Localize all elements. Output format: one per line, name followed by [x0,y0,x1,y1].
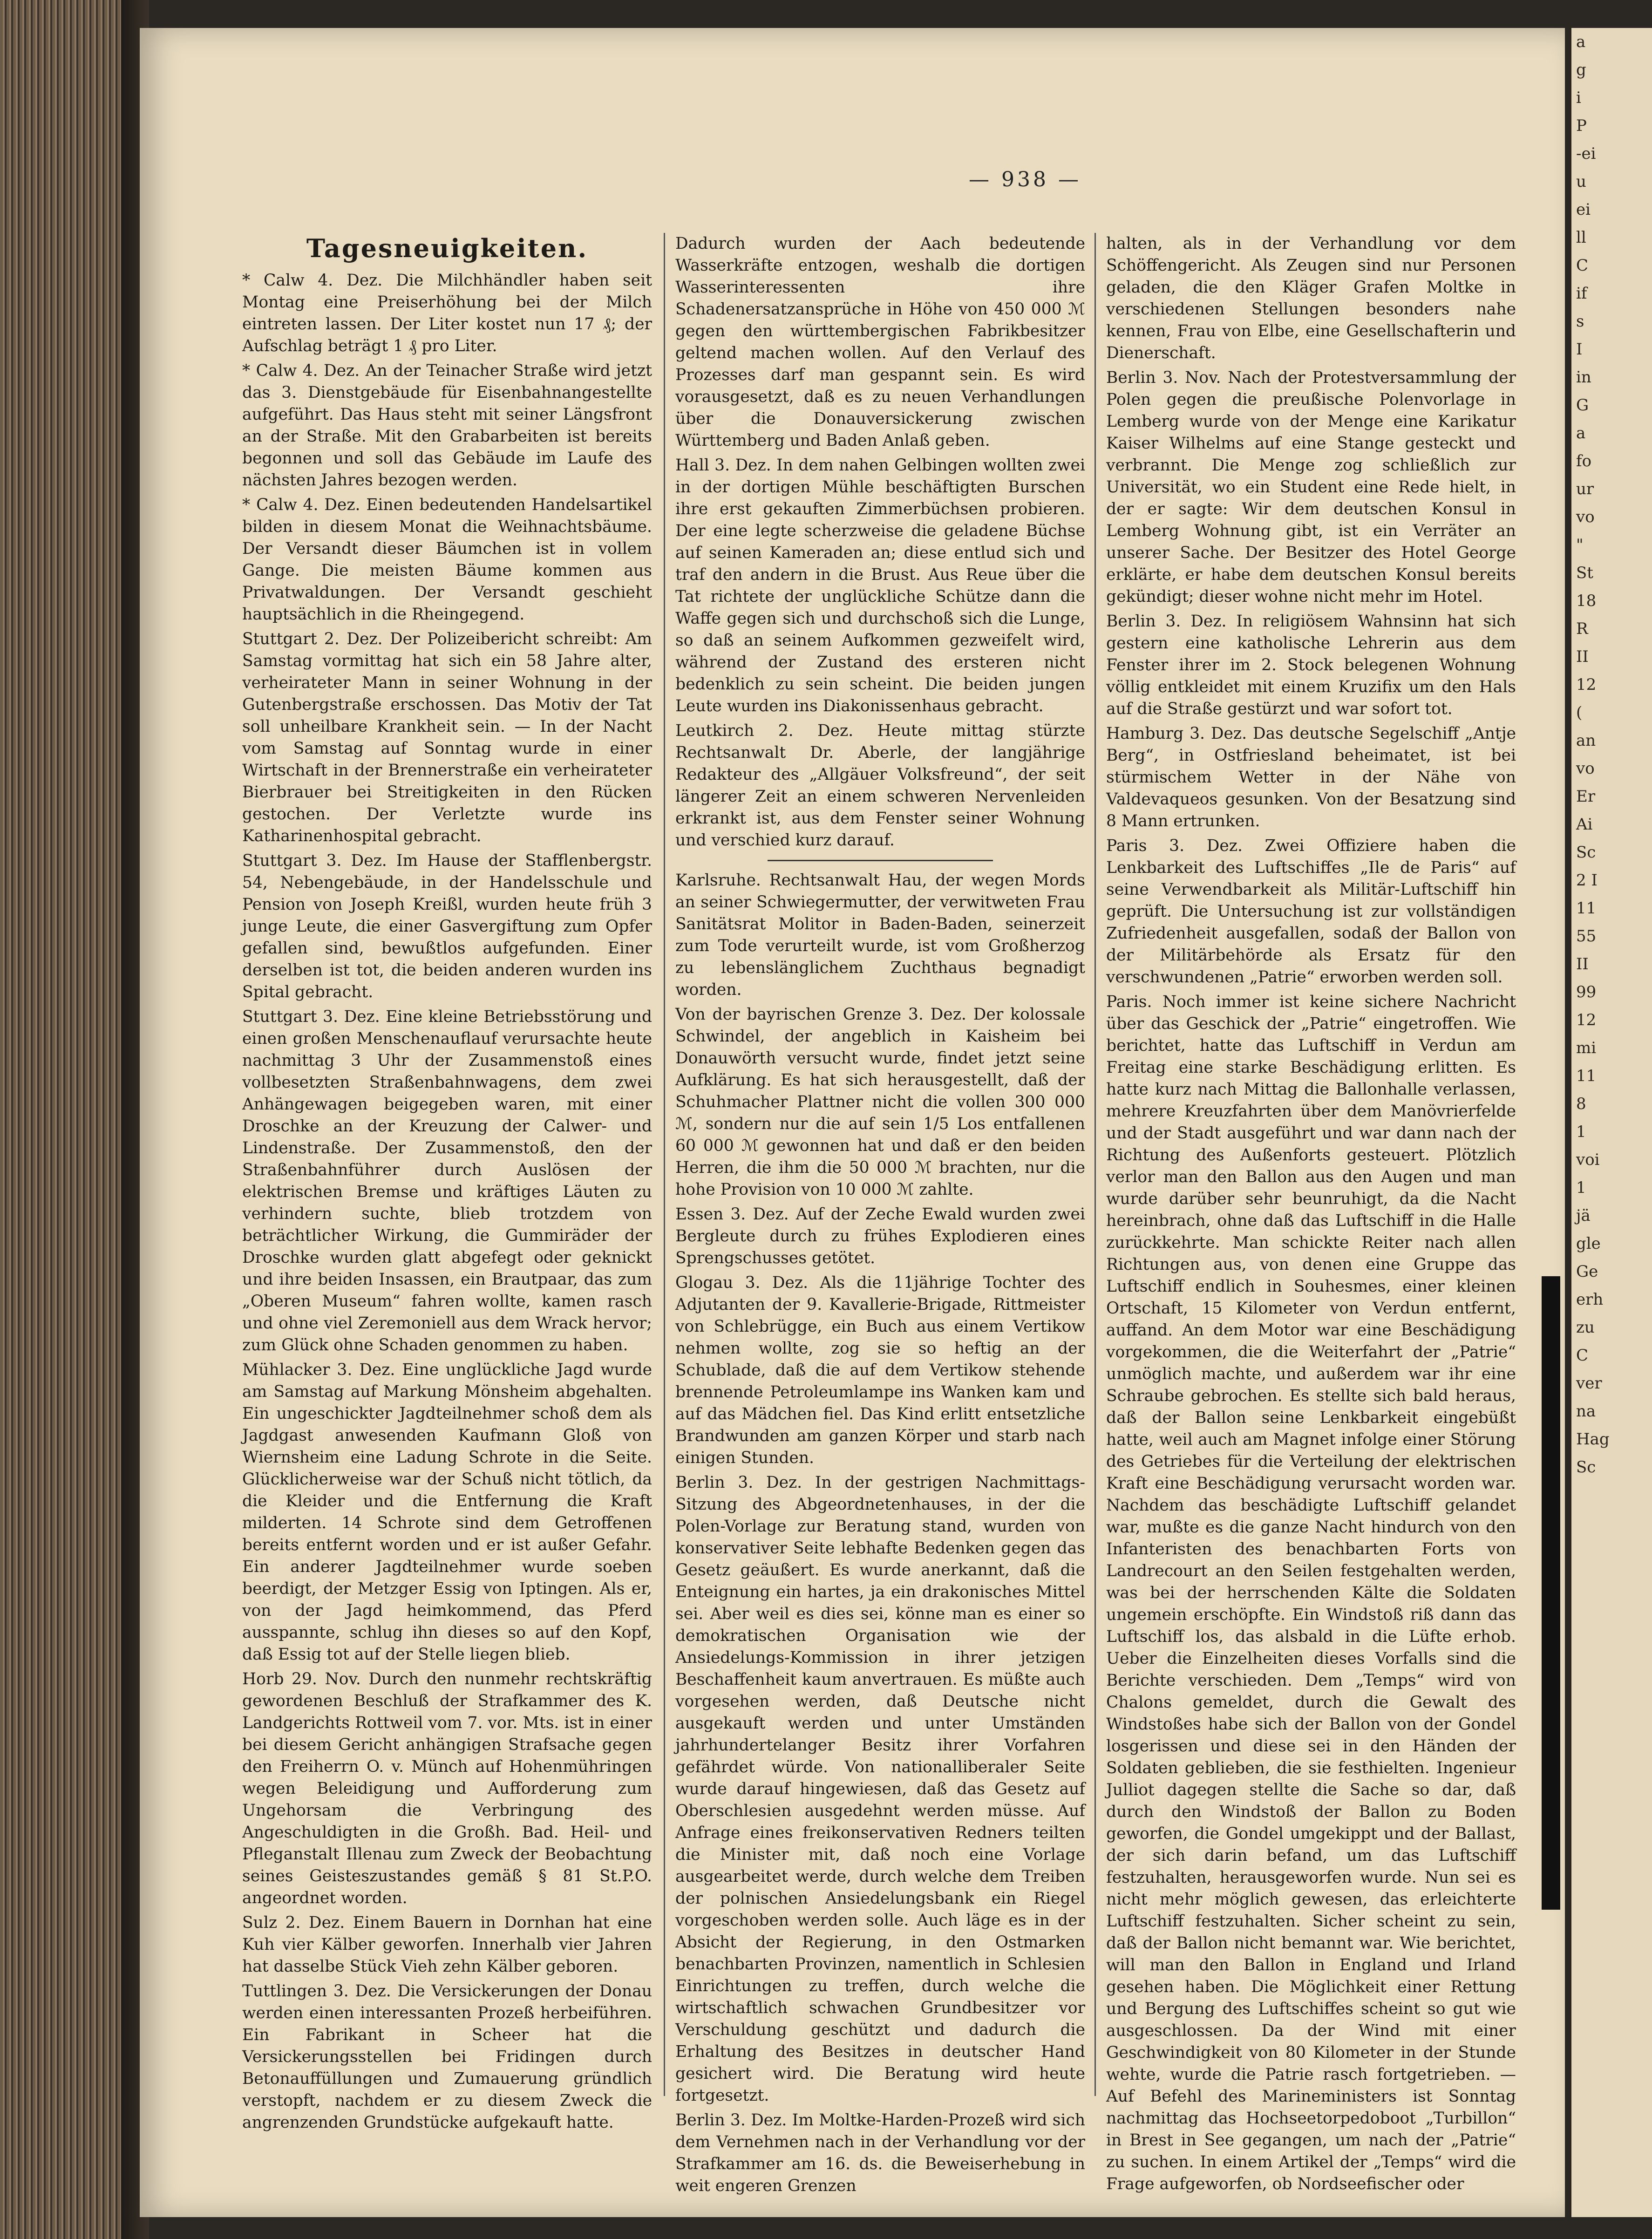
column-rule [664,233,665,2096]
column-3 [1106,233,1516,2193]
facing-page-text: erh [1576,1290,1604,1309]
facing-page-text: Ge [1576,1262,1598,1281]
facing-page-text: if [1576,284,1587,303]
facing-page-text: C [1576,256,1589,275]
facing-page-text: St [1576,564,1593,582]
article: Von der bayrischen Grenze 3. Dez. Der kolossale Schwindel, der angeblich in Kaisheim bei Donauwörth versucht wurde, findet jetzt seine Aufklärung. Es hat sich herausgestellt, daß der Schuhmacher Plattner nicht die vollen 300 000 ℳ, sondern nur die auf sein 1/5 Los entfallenen 60 000 ℳ gewonnen hat und daß er den beiden Herren, die ihm die 50 000 ℳ brachten, nur die hohe Provision von 10 000 ℳ zahlte. [675,1005,1085,1199]
facing-page-fragment [1570,28,1652,2217]
facing-page-text: 1 [1576,1178,1586,1197]
facing-page-text: Sc [1576,843,1596,862]
facing-page-text: C [1576,1346,1589,1365]
column-2 [675,233,1085,2195]
article: * Calw 4. Dez. Einen bedeutenden Handelsartikel bilden in diesem Monat die Weihnachtsbäume. Der Versandt dieser Bäumchen ist in vollem Gange. Die meisten Bäume kommen aus Privatwaldungen. Der Versandt geschieht hauptsächlich in die Rheingegend. [242,496,652,624]
article: Stuttgart 3. Dez. Eine kleine Betriebsstörung und einen großen Menschenauflauf verursachte heute nachmittag 3 Uhr der Zusammenstoß eines vollbesetzten Straßenbahnwagens, dem zwei Anhängewagen beigegeben waren, mit einer Droschke an der Kreuzung der Calwer- und Lindenstraße. Der Zusammenstoß, den der Straßenbahnführer durch Auslösen der elektrischen Bremse und kräftiges Läuten zu verhindern suchte, blieb trotzdem von beträchtlicher Wirkung, die Gummiräder der Droschke wurden glatt abgefegt oder geknickt und ihre beiden Insassen, ein Brautpaar, das zum „Oberen Museum“ fahren wollte, kamen rasch und ohne viel Zeremoniell aus dem Wrack hervor; zum Glück ohne Schaden genommen zu haben. [242,1007,652,1354]
facing-page-text: voi [1576,1150,1600,1169]
facing-page-text: 18 [1576,592,1597,610]
facing-page-text: 1 [1576,1123,1586,1141]
facing-page-text: g [1576,61,1586,79]
facing-page-text: ll [1576,228,1586,247]
column-rule [1095,233,1096,2096]
article: Berlin 3. Dez. In religiösem Wahnsinn hat sich gestern eine katholische Lehrerin aus dem Fenster ihrer im 2. Stock belegenen Wohnung völlig entkleidet mit einem Kruzifix um den Hals auf die Straße gestürzt und war sofort tot. [1106,612,1516,718]
facing-page-text: na [1576,1402,1596,1421]
newspaper-page [140,28,1565,2217]
section-heading: Tagesneuigkeiten. [306,233,588,263]
article: Mühlacker 3. Dez. Eine unglückliche Jagd wurde am Samstag auf Markung Mönsheim abgehalten. Ein ungeschickter Jagdteilnehmer schoß dem als Jagdgast anwesenden Kaufmann Gloß von Wiernsheim eine Ladung Schrote in die Seite. Glücklicherweise war der Schuß nicht tötlich, da die Kleider und die Entfernung die Kraft milderten. 14 Schrote sind dem Getroffenen bereits entfernt worden und er ist außer Gefahr. Ein anderer Jagdteilnehmer wurde soeben beerdigt, der Metzger Essig von Iptingen. Als er, von der Jagd heimkommend, das Pferd ausspannte, schlug ihn dieses so auf den Kopf, daß Essig tot auf der Stelle liegen blieb. [242,1361,652,1664]
article: Hamburg 3. Dez. Das deutsche Segelschiff „Antje Berg“, in Ostfriesland beheimatet, ist bei stürmischem Wetter in der Nähe von Valdevaqueos gesunken. Von der Besatzung sind 8 Mann ertrunken. [1106,724,1516,830]
facing-page-text: Ai [1576,815,1593,834]
article-separator [768,860,993,861]
facing-page-text: s [1576,312,1584,331]
binding-shadow [1542,1276,1560,1910]
article: Sulz 2. Dez. Einem Bauern in Dornhan hat eine Kuh vier Kälber geworfen. Innerhalb vier Jahren hat dasselbe Stück Vieh zehn Kälber geboren. [242,1913,652,1976]
article: Horb 29. Nov. Durch den nunmehr rechtskräftig gewordenen Beschluß der Strafkammer des K. Landgerichts Rottweil vom 7. vor. Mts. ist in einer bei diesem Gericht anhängigen Strafsache gegen den Freiherrn O. v. Münch auf Hohenmühringen wegen Beleidigung und Aufforderung zum Ungehorsam die Verbringung des Angeschuldigten in die Großh. Bad. Heil- und Pfleganstalt Illenau zum Zweck der Beobachtung seines Geisteszustandes gemäß § 81 St.P.O. angeordnet worden. [242,1670,652,1907]
facing-page-text: " [1576,536,1584,554]
article: Hall 3. Dez. In dem nahen Gelbingen wollten zwei in der dortigen Mühle beschäftigten Burschen ihre erst gekauften Zimmerbüchsen probieren. Der eine legte scherzweise die geladene Büchse auf seinen Kameraden an; diese entlud sich und traf den andern in die Brust. Aus Reue über die Tat richtete der unglückliche Schütze dann die Waffe gegen sich und durchschoß sich die Lunge, so daß an seinem Aufkommen gezweifelt wird, während der Zustand des ersteren nicht bedenklich zu sein scheint. Die beiden jungen Leute wurden ins Diakonissenhaus gebracht. [675,456,1085,715]
facing-page-text: 11 [1576,899,1597,918]
facing-page-text: 12 [1576,1011,1597,1029]
facing-page-text: P [1576,116,1587,135]
article: Berlin 3. Dez. Im Moltke-Harden-Prozeß wird sich dem Vernehmen nach in der Verhandlung vor der Strafkammer am 16. ds. die Beweiserhebung in weit engeren Grenzen [675,2111,1085,2195]
column-1 [242,233,652,2132]
facing-page-text: u [1576,172,1586,191]
facing-page-text: mi [1576,1039,1597,1057]
article: Berlin 3. Nov. Nach der Protestversammlung der Polen gegen die preußische Polenvorlage in Lemberg wurde von der Menge eine Karikatur Kaiser Wilhelms auf eine Stange gesteckt und verbrannt. Die Menge zog schließlich zur Universität, wo ein Student eine Rede hielt, in der er sagte: Wir dem deutschen Konsul in Lemberg Wohnung gibt, ist ein Verräter an unserer Sache. Der Besitzer des Hotel George erklärte, er habe dem deutschen Konsul bereits gekündigt; dieser wohne nicht mehr im Hotel. [1106,368,1516,606]
facing-page-text: Er [1576,787,1596,806]
book-page-edges [0,0,121,2239]
facing-page-text: Hag [1576,1430,1610,1449]
facing-page-text: Sc [1576,1458,1596,1477]
facing-page-text: a [1576,424,1586,442]
facing-page-text: vo [1576,759,1595,778]
article: Essen 3. Dez. Auf der Zeche Ewald wurden zwei Bergleute durch zu frühes Explodieren eines Sprengschusses getötet. [675,1205,1085,1267]
facing-page-text: jä [1576,1206,1591,1225]
article: Stuttgart 3. Dez. Im Hause der Stafflenbergstr. 54, Nebengebäude, in der Handelsschule und Pension von Joseph Kreißl, wurden heute früh 3 junge Leute, die einer Gasvergiftung zum Opfer gefallen sind, bewußtlos aufgefunden. Einer derselben ist tot, die beiden anderen wurden ins Spital gebracht. [242,851,652,1001]
facing-page-text: vo [1576,508,1595,526]
article: Stuttgart 2. Dez. Der Polizeibericht schreibt: Am Samstag vormittag hat sich ein 58 Jahre alter, verheirateter Mann in seiner Wohnung in der Gutenbergstraße erschossen. Das Motiv der Tat soll unheilbare Krankheit sein. — In der Nacht vom Samstag auf Sonntag wurde in einer Wirtschaft in der Brennerstraße ein verheirateter Bierbrauer bei Streitigkeiten in den Rücken gestochen. Der Verletzte wurde ins Katharinenhospital gebracht. [242,630,652,845]
facing-page-text: in [1576,368,1591,387]
facing-page-text: ur [1576,480,1594,498]
article: Leutkirch 2. Dez. Heute mittag stürzte Rechtsanwalt Dr. Aberle, der langjährige Redakteur des „Allgäuer Volksfreund“, der seit längerer Zeit an einem schweren Nervenleiden erkrankt ist, aus dem Fenster seiner Wohnung und verschied kurz darauf. [675,721,1085,850]
facing-page-text: a [1576,33,1586,51]
article: halten, als in der Verhandlung vor dem Schöffengericht. Als Zeugen sind nur Personen geladen, die den Kläger Grafen Moltke in verschiedenen Stellungen besonders nahe kennen, Frau von Elbe, eine Gesellschafterin und Dienerschaft. [1106,234,1516,362]
facing-page-text: 55 [1576,927,1597,946]
facing-page-text: zu [1576,1318,1595,1337]
facing-page-text: G [1576,396,1589,415]
facing-page-text: ( [1576,703,1583,722]
facing-page-text: 11 [1576,1067,1597,1085]
facing-page-text: II [1576,955,1589,973]
facing-page-text: 8 [1576,1095,1586,1113]
facing-page-text: ver [1576,1374,1602,1393]
facing-page-text: 12 [1576,675,1597,694]
article: Paris 3. Dez. Zwei Offiziere haben die Lenkbarkeit des Luftschiffes „Ile de Paris“ auf seine Verwendbarkeit als Militär-Luftschiff hin geprüft. Die Untersuchung ist zur vollständigen Zufriedenheit ausgefallen, sodaß der Ballon von der Militärbehörde als Ersatz für den verschwundenen „Patrie“ erworben werden soll. [1106,837,1516,987]
article: Paris. Noch immer ist keine sichere Nachricht über das Geschick der „Patrie“ eingetroffen. Wie berichtet, hatte das Luftschiff in Verdun am Freitag eine starke Beschädigung erlitten. Es hatte kurz nach Mittag die Ballonhalle verlassen, mehrere Kreuzfahrten über dem Manövrierfelde und der Stadt ausgeführt und war dann nach der Richtung des Außenforts gesteuert. Plötzlich verlor man den Ballon aus den Augen und man wurde darüber sehr beunruhigt, da die Nacht hereinbrach, ohne daß das Luftschiff in die Halle zurückkehrte. Man schickte Reiter nach allen Richtungen aus, von denen eine Gruppe das Luftschiff endlich in Souhesmes, einer kleinen Ortschaft, 15 Kilometer von Verdun entfernt, auffand. An dem Motor war eine Beschädigung vorgekommen, die die Weiterfahrt der „Patrie“ unmöglich machte, und außerdem war ihr eine Schraube gebrochen. Es stellte sich bald heraus, daß der Ballon seine Lenkbarkeit eingebüßt hatte, weil auch am Magnet infolge einer Störung des Getriebes für die Verteilung der elektrischen Kraft eine Beschädigung verursacht worden war. Nachdem das beschädigte Luftschiff gelandet war, mußte es die ganze Nacht hindurch von den Infanteristen des benachbarten Forts von Landrecourt an den Seilen festgehalten werden, was bei der herrschenden Kälte die Soldaten ungemein erschöpfte. Ein Windstoß riß dann das Luftschiff los, das alsbald in die Lüfte erhob. Ueber die Einzelheiten dieses Vorfalls sind die Berichte verschieden. Dem „Temps“ wird von Chalons gemeldet, durch die Gewalt des Windstoßes habe sich der Ballon von der Gondel losgerissen und diese sei in den Händen der Soldaten geblieben, die sie festhielten. Ingenieur Julliot dagegen stellte die Sache so dar, daß durch den Windstoß der Ballon zu Boden geworfen, die Gondel umgekippt und der Ballast, der sich darin befand, um das Luftschiff festzuhalten, herausgeworfen wurde. Nun sei es nicht mehr möglich gewesen, das erleichterte Luftschiff festzuhalten. Sicher scheint zu sein, daß der Ballon nicht bemannt war. Wie berichtet, will man den Ballon in England und Irland gesehen haben. Die Möglichkeit einer Rettung und Bergung des Luftschiffes scheint so gut wie ausgeschlossen. Da der Wind mit einer Geschwindigkeit von 80 Kilometer in der Stunde wehte, wurde die Patrie rasch fortgetrieben. — Auf Befehl des Marineministers ist Sonntag nachmittag das Hochseetorpedoboot „Turbillon“ in Brest in See gegangen, um nach der „Patrie“ zu suchen. In einem Artikel der „Temps“ wird die Frage aufgeworfen, ob Nordseefischer oder [1106,993,1516,2193]
facing-page-text: an [1576,731,1596,750]
page-number: — 938 — [969,168,1081,191]
article: Glogau 3. Dez. Als die 11jährige Tochter des Adjutanten der 9. Kavallerie-Brigade, Rittmeister von Schlebrügge, ein Buch aus einem Vertikow nehmen wollte, zog sie so heftig an der Schublade, daß die auf dem Vertikow stehende brennende Petroleumlampe ins Wanken kam und auf das Mädchen fiel. Das Kind erlitt entsetzliche Brandwunden am ganzen Körper und starb nach einigen Stunden. [675,1273,1085,1467]
article: * Calw 4. Dez. An der Teinacher Straße wird jetzt das 3. Dienstgebäude für Eisenbahnangestellte aufgeführt. Das Haus steht mit seiner Längsfront an der Straße. Mit den Grabarbeiten ist bereits begonnen und soll das Gebäude im Laufe des nächsten Jahres bezogen werden. [242,361,652,490]
facing-page-text: 99 [1576,983,1597,1001]
article: * Calw 4. Dez. Die Milchhändler haben seit Montag eine Preiserhöhung bei der Milch eintreten lassen. Der Liter kostet nun 17 ₰; der Aufschlag beträgt 1 ₰ pro Liter. [242,271,652,355]
facing-page-text: ei [1576,200,1591,219]
facing-page-text: gle [1576,1234,1601,1253]
facing-page-text: II [1576,647,1589,666]
article: Karlsruhe. Rechtsanwalt Hau, der wegen Mords an seiner Schwiegermutter, der verwitweten Frau Sanitätsrat Molitor in Baden-Baden, seinerzeit zum Tode verurteilt wurde, ist vom Großherzog zu lebenslänglichem Zuchthaus begnadigt worden. [675,871,1085,999]
article: Dadurch wurden der Aach bedeutende Wasserkräfte entzogen, weshalb die dortigen Wasserinteressenten ihre Schadenersatzansprüche in Höhe von 450 000 ℳ gegen den württembergischen Fabrikbesitzer geltend machen wollen. Auf den Verlauf des Prozesses darf man gespannt sein. Es wird vorausgesetzt, daß es zu neuen Verhandlungen über die Donauversickerung zwischen Württemberg und Baden Anlaß geben. [675,234,1085,450]
facing-page-text: R [1576,619,1588,638]
facing-page-text: i [1576,88,1581,107]
facing-page-text: fo [1576,452,1592,470]
article: Berlin 3. Dez. In der gestrigen Nachmittags-Sitzung des Abgeordnetenhauses, in der die Polen-Vorlage zur Beratung stand, wurden von konservativer Seite lebhafte Bedenken gegen das Gesetz geäußert. Es wurde anerkannt, daß die Enteignung ein hartes, ja ein drakonisches Mittel sei. Aber weil es dies sei, könne man es einer so demokratischen Organisation wie der Ansiedelungs-Kommission in ihrer jetzigen Beschaffenheit kaum anvertrauen. Es müßte auch vorgesehen werden, daß Deutsche nicht ausgekauft werden und unter Umständen jahrhundertelanger Besitz ihrer Vorfahren gefährdet würde. Von nationalliberaler Seite wurde darauf hingewiesen, daß das Gesetz auf Oberschlesien ausgedehnt werden müsse. Auf Anfrage eines freikonservativen Redners teilten die Minister mit, daß noch eine Vorlage ausgearbeitet werde, durch welche dem Treiben der polnischen Ansiedelungsbank ein Riegel vorgeschoben werden solle. Auch läge es in der Absicht der Regierung, in den Ostmarken benachbarten Provinzen, namentlich in Schlesien Einrichtungen zu treffen, durch welche die wirtschaftlich schwachen Grundbesitzer vor Verschuldung geschützt und dadurch die Erhaltung des Besitzes in deutscher Hand gesichert wird. Die Beratung wird heute fortgesetzt. [675,1473,1085,2105]
facing-page-text: I [1576,340,1583,359]
facing-page-text: 2 I [1576,871,1598,890]
facing-page-text: -ei [1576,144,1596,163]
article: Tuttlingen 3. Dez. Die Versickerungen der Donau werden einen interessanten Prozeß herbeiführen. Ein Fabrikant in Scheer hat die Versickerungsstellen bei Fridingen durch Betonauffüllungen und Zumauerung gründlich verstopft, nachdem er zu diesem Zweck die angrenzenden Grundstücke aufgekauft hatte. [242,1982,652,2132]
